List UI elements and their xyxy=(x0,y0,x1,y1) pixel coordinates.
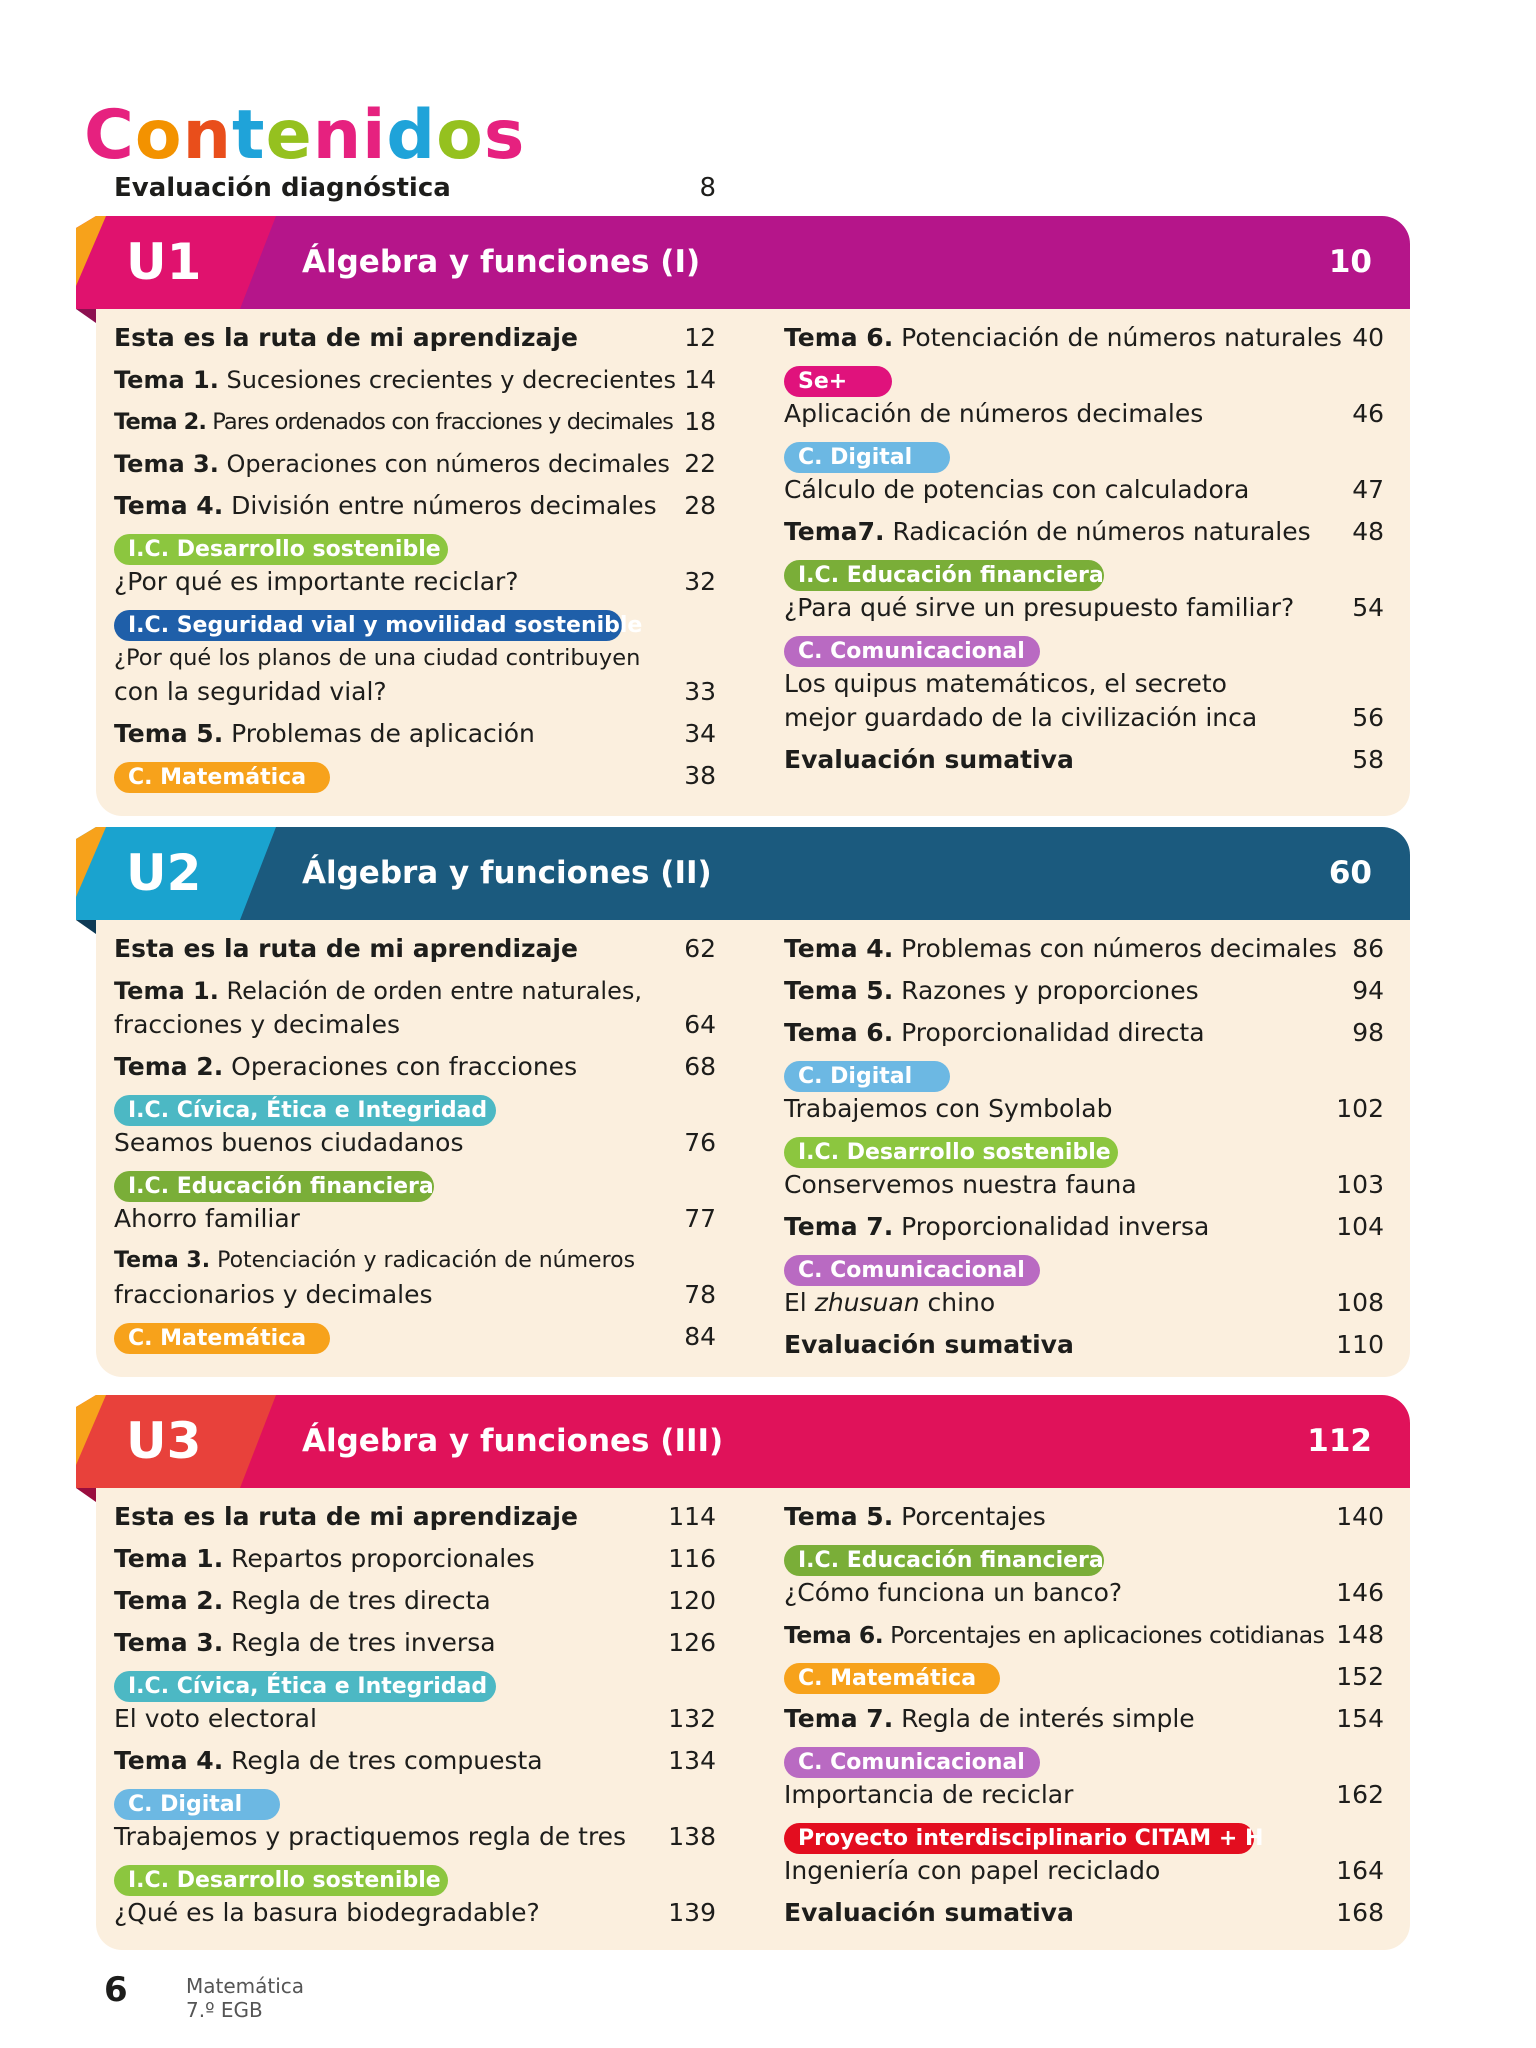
badge-seguridad-vial: I.C. Seguridad vial y movilidad sostenible xyxy=(114,610,622,641)
toc-entry[interactable]: con la seguridad vial? 33 xyxy=(114,677,716,706)
toc-entry[interactable]: Tema 5. Problemas de aplicación 34 xyxy=(114,719,716,748)
footer-page-number: 6 xyxy=(104,1970,128,2010)
badge-educacion-financiera: I.C. Educación financiera xyxy=(784,1545,1104,1576)
badge-c-matematica: C. Matemática xyxy=(114,1323,330,1354)
toc-entry[interactable]: Esta es la ruta de mi aprendizaje 114 xyxy=(114,1502,716,1531)
toc-entry[interactable]: Evaluación sumativa 168 xyxy=(784,1898,1384,1927)
toc-entry[interactable]: Tema 6. Porcentajes en aplicaciones cotidianas 148 xyxy=(784,1620,1384,1649)
unit-2-right-column xyxy=(784,877,1384,1377)
toc-entry[interactable]: Tema 7. Proporcionalidad inversa 104 xyxy=(784,1212,1384,1241)
toc-entry[interactable]: Cálculo de potencias con calculadora 47 xyxy=(784,475,1384,504)
badge-c-matematica: C. Matemática xyxy=(114,762,330,793)
diagnostic-entry[interactable] xyxy=(114,168,716,208)
toc-entry[interactable]: Tema 5. Razones y proporciones 94 xyxy=(784,976,1384,1005)
badge-c-digital: C. Digital xyxy=(114,1789,280,1820)
unit-3-header[interactable] xyxy=(76,1395,1410,1488)
toc-entry[interactable]: Tema 2. Regla de tres directa 120 xyxy=(114,1586,716,1615)
toc-entry-line[interactable]: ¿Por qué los planos de una ciudad contribuyen xyxy=(114,645,641,671)
unit-page: 10 xyxy=(1328,244,1372,280)
toc-entry[interactable]: Seamos buenos ciudadanos 76 xyxy=(114,1128,716,1157)
toc-entry[interactable]: Aplicación de números decimales 46 xyxy=(784,399,1384,428)
toc-entry[interactable]: Tema7. Radicación de números naturales 48 xyxy=(784,517,1384,546)
badge-educacion-financiera: I.C. Educación financiera xyxy=(114,1171,434,1202)
toc-entry-line[interactable]: Tema 3. Potenciación y radicación de números xyxy=(114,1248,636,1273)
toc-entry[interactable]: mejor guardado de la civilización inca 56 xyxy=(784,703,1384,732)
unit-1-header[interactable] xyxy=(76,216,1410,309)
unit-2-header[interactable] xyxy=(76,827,1410,920)
unit-code: U3 xyxy=(126,1412,202,1470)
toc-entry-page[interactable]: 152 xyxy=(1336,1662,1384,1691)
diagnostic-page: 8 xyxy=(699,173,716,203)
toc-entry[interactable]: Tema 3. Operaciones con números decimales 22 xyxy=(114,449,716,478)
toc-entry[interactable]: Tema 6. Potenciación de números naturales 40 xyxy=(784,323,1384,352)
toc-entry[interactable]: Importancia de reciclar 162 xyxy=(784,1780,1384,1809)
unit-3-right-column xyxy=(784,1445,1384,1950)
unit-title: Álgebra y funciones (I) xyxy=(302,244,701,280)
toc-entry[interactable]: Tema 3. Regla de tres inversa 126 xyxy=(114,1628,716,1657)
badge-civica-etica: I.C. Cívica, Ética e Integridad xyxy=(114,1671,496,1702)
unit-1-right-column xyxy=(784,266,1384,816)
page-title: Contenidos xyxy=(84,96,526,175)
badge-c-comunicacional: C. Comunicacional xyxy=(784,636,1040,667)
unit-title: Álgebra y funciones (II) xyxy=(302,855,712,891)
unit-code: U2 xyxy=(126,844,202,902)
toc-entry[interactable]: Tema 5. Porcentajes 140 xyxy=(784,1502,1384,1531)
badge-se-plus: Se+ xyxy=(784,366,892,397)
badge-c-digital: C. Digital xyxy=(784,442,950,473)
unit-page: 112 xyxy=(1307,1423,1372,1459)
unit-code: U1 xyxy=(126,233,202,291)
unit-1-body xyxy=(96,266,1410,816)
unit-2 xyxy=(76,827,1410,1377)
unit-3 xyxy=(76,1395,1410,1955)
toc-entry[interactable]: Conservemos nuestra fauna 103 xyxy=(784,1170,1384,1199)
badge-civica-etica: I.C. Cívica, Ética e Integridad xyxy=(114,1095,496,1126)
badge-c-digital: C. Digital xyxy=(784,1061,950,1092)
toc-entry[interactable]: Ingeniería con papel reciclado 164 xyxy=(784,1856,1384,1885)
unit-page: 60 xyxy=(1328,855,1372,891)
unit-2-left-column xyxy=(114,877,716,1377)
toc-entry[interactable]: Evaluación sumativa 110 xyxy=(784,1330,1384,1359)
toc-entry[interactable]: Tema 1. Sucesiones crecientes y decrecientes 14 xyxy=(114,365,716,394)
unit-title: Álgebra y funciones (III) xyxy=(302,1423,724,1459)
toc-entry[interactable]: fraccionarios y decimales 78 xyxy=(114,1280,716,1309)
unit-1 xyxy=(76,216,1410,816)
toc-entry[interactable]: ¿Qué es la basura biodegradable? 139 xyxy=(114,1898,716,1927)
badge-desarrollo-sostenible: I.C. Desarrollo sostenible xyxy=(114,1865,448,1896)
toc-entry[interactable]: Tema 4. Regla de tres compuesta 134 xyxy=(114,1746,716,1775)
badge-desarrollo-sostenible: I.C. Desarrollo sostenible xyxy=(784,1137,1118,1168)
toc-entry[interactable]: Esta es la ruta de mi aprendizaje 12 xyxy=(114,323,716,352)
toc-entry[interactable]: Trabajemos con Symbolab 102 xyxy=(784,1094,1384,1123)
toc-entry[interactable]: ¿Para qué sirve un presupuesto familiar? 54 xyxy=(784,593,1384,622)
badge-c-comunicacional: C. Comunicacional xyxy=(784,1747,1040,1778)
toc-entry[interactable]: Tema 4. División entre números decimales 28 xyxy=(114,491,716,520)
toc-entry[interactable]: Tema 6. Proporcionalidad directa 98 xyxy=(784,1018,1384,1047)
toc-entry-page[interactable]: 38 xyxy=(684,761,716,790)
toc-entry[interactable]: El voto electoral 132 xyxy=(114,1704,716,1733)
toc-entry[interactable]: Tema 2. Pares ordenados con fracciones y decimales 18 xyxy=(114,407,716,436)
toc-entry[interactable]: Esta es la ruta de mi aprendizaje 62 xyxy=(114,934,716,963)
toc-entry[interactable]: Tema 4. Problemas con números decimales 86 xyxy=(784,934,1384,963)
toc-entry-page[interactable]: 84 xyxy=(684,1322,716,1351)
unit-3-left-column xyxy=(114,1445,716,1950)
badge-educacion-financiera: I.C. Educación financiera xyxy=(784,560,1104,591)
unit-3-body xyxy=(96,1445,1410,1950)
toc-entry[interactable]: El zhusuan chino 108 xyxy=(784,1288,1384,1317)
toc-entry-line[interactable]: Los quipus matemáticos, el secreto xyxy=(784,669,1227,698)
badge-c-comunicacional: C. Comunicacional xyxy=(784,1255,1040,1286)
badge-proyecto-citam: Proyecto interdisciplinario CITAM + H xyxy=(784,1823,1254,1854)
toc-entry-line[interactable]: Tema 1. Relación de orden entre naturales, xyxy=(114,977,642,1005)
badge-desarrollo-sostenible: I.C. Desarrollo sostenible xyxy=(114,534,448,565)
toc-entry[interactable]: Tema 7. Regla de interés simple 154 xyxy=(784,1704,1384,1733)
toc-entry[interactable]: Trabajemos y practiquemos regla de tres 138 xyxy=(114,1822,716,1851)
toc-entry[interactable]: Tema 2. Operaciones con fracciones 68 xyxy=(114,1052,716,1081)
toc-entry[interactable]: Evaluación sumativa 58 xyxy=(784,745,1384,774)
toc-entry[interactable]: Ahorro familiar 77 xyxy=(114,1204,716,1233)
diagnostic-label: Evaluación diagnóstica xyxy=(114,173,451,203)
unit-2-body xyxy=(96,877,1410,1377)
toc-entry[interactable]: ¿Por qué es importante reciclar? 32 xyxy=(114,567,716,596)
toc-entry[interactable]: fracciones y decimales 64 xyxy=(114,1010,716,1039)
badge-c-matematica: C. Matemática xyxy=(784,1663,1000,1694)
toc-entry[interactable]: ¿Cómo funciona un banco? 146 xyxy=(784,1578,1384,1607)
unit-1-left-column xyxy=(114,266,716,816)
toc-entry[interactable]: Tema 1. Repartos proporcionales 116 xyxy=(114,1544,716,1573)
footer-subject: Matemática xyxy=(186,1974,305,1998)
footer-grade: 7.º EGB xyxy=(186,1998,263,2022)
